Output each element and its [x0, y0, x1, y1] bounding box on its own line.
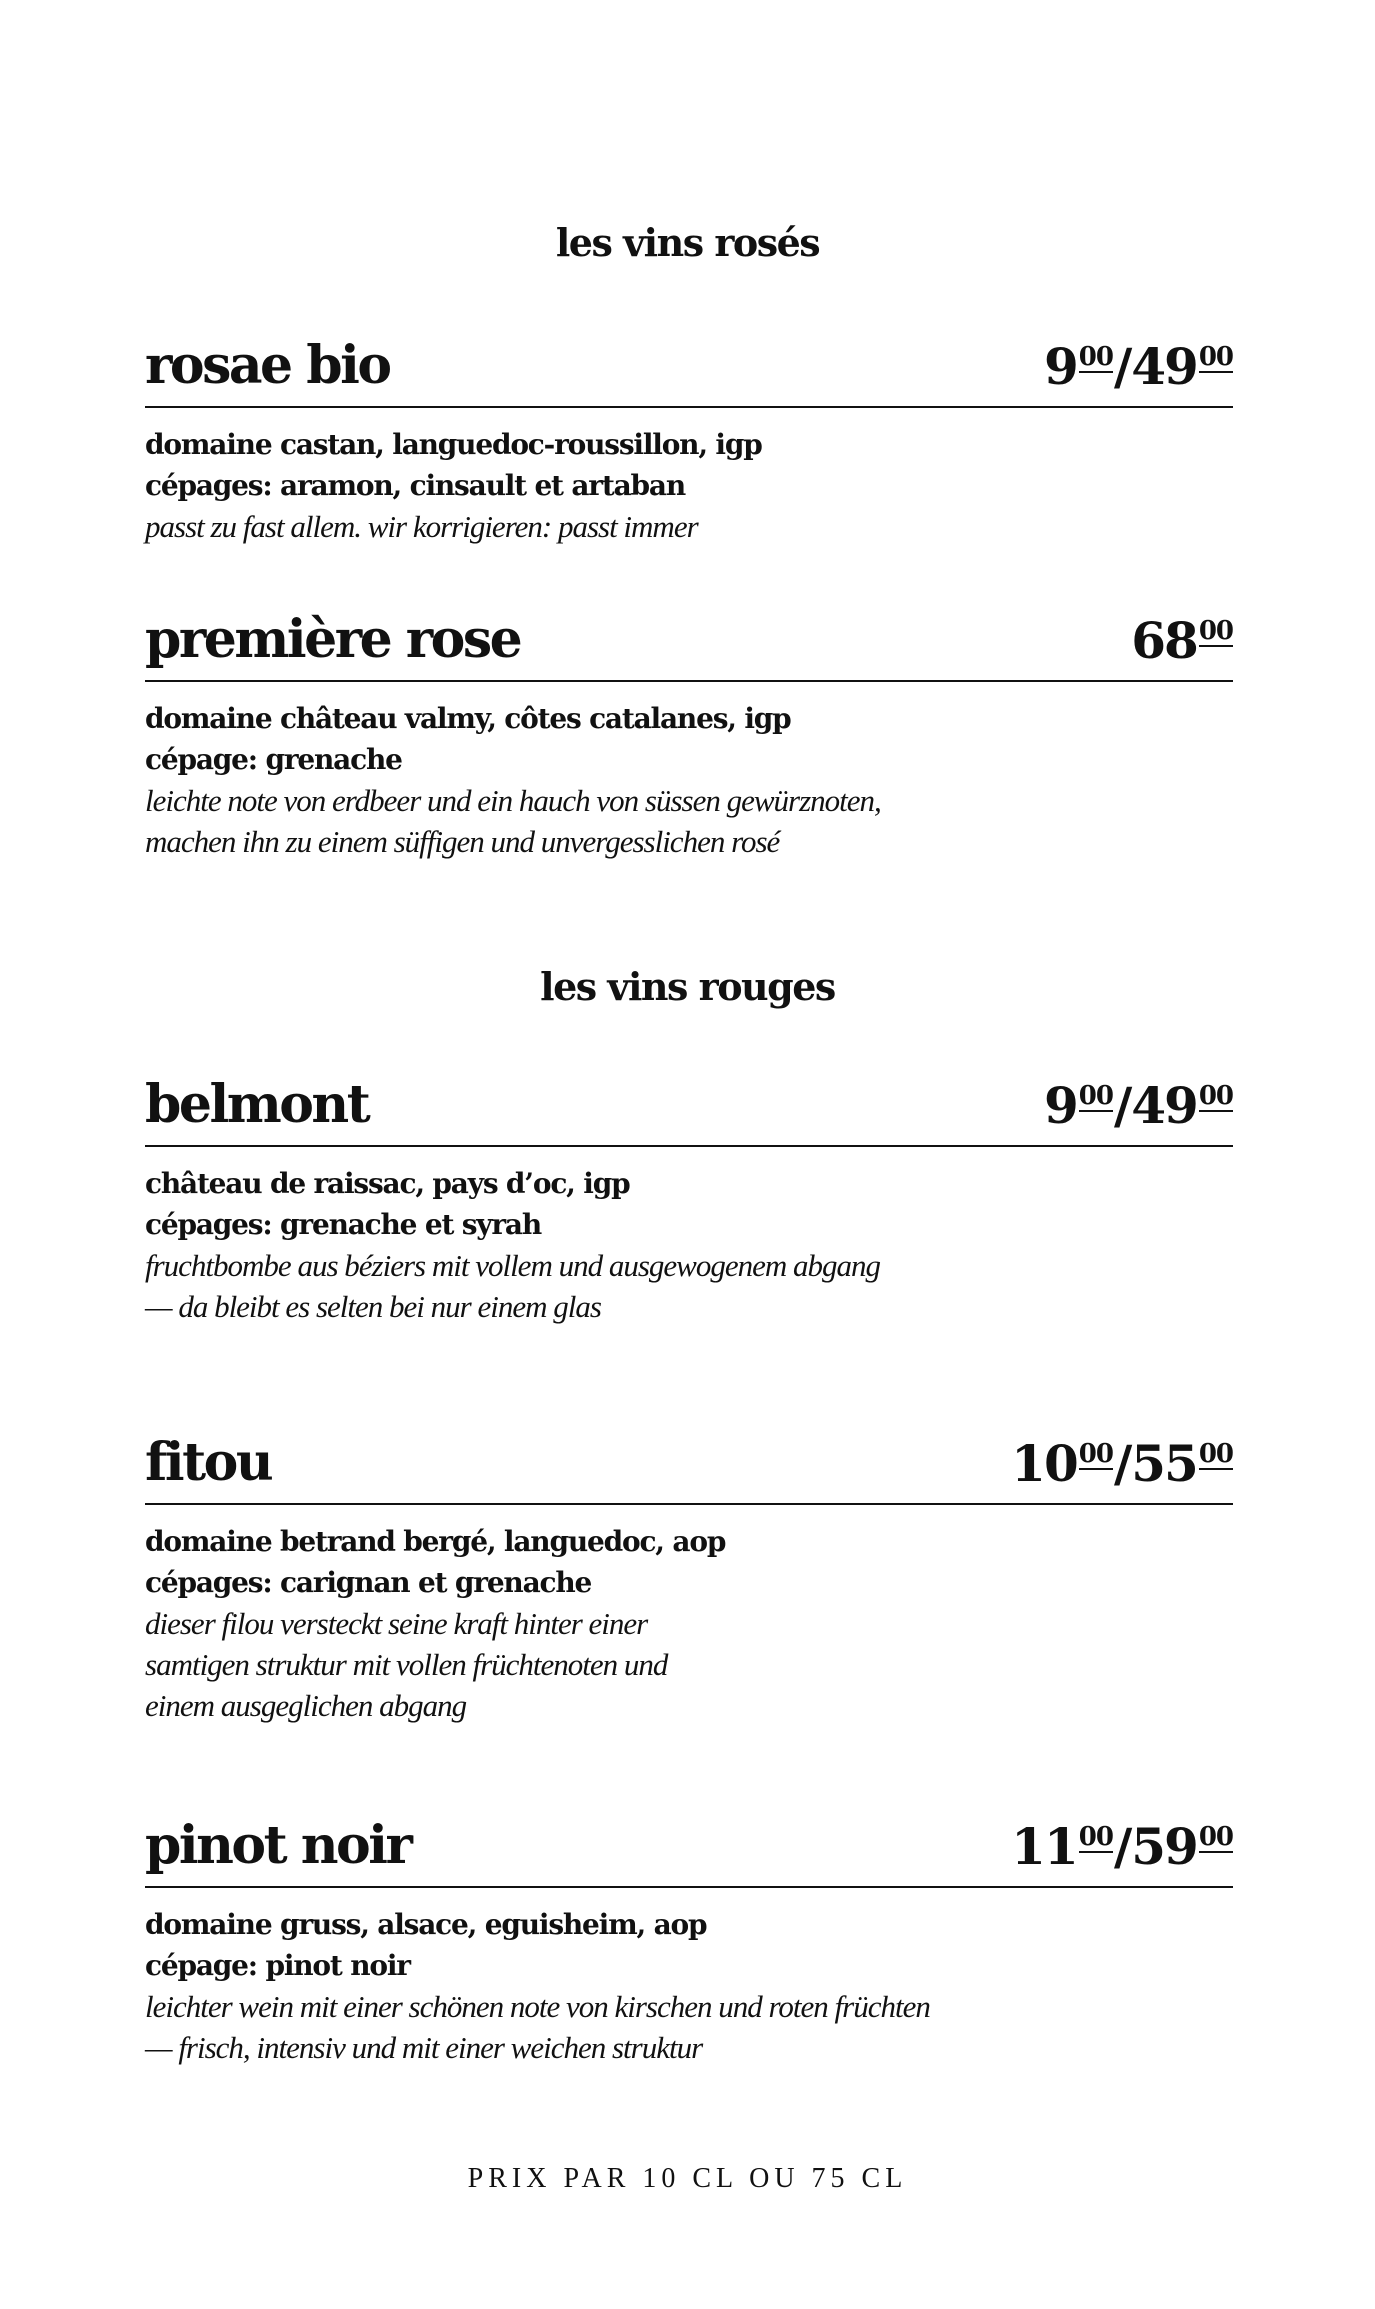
wine-name: rosae bio — [145, 335, 390, 396]
wine-grapes: cépage: pinot noir — [145, 1949, 410, 1982]
wine-price — [1011, 1434, 1233, 1493]
glass-price: 11 — [1011, 1817, 1077, 1876]
wine-grapes: cépages: aramon, cinsault et artaban — [145, 469, 685, 502]
bottle-price: 49 — [1131, 1076, 1197, 1135]
wine-header — [145, 600, 1233, 682]
glass-price-cents: 00 — [1078, 1822, 1113, 1852]
wine-details — [145, 408, 1233, 547]
wine-name: première rose — [145, 609, 521, 670]
wine-header — [145, 1065, 1233, 1147]
wine-header — [145, 1806, 1233, 1888]
wine-price — [1043, 1076, 1233, 1135]
glass-price-cents: 00 — [1078, 1081, 1113, 1111]
wine-price — [1043, 337, 1233, 396]
wine-description-line: dieser filou versteckt seine kraft hinter einer — [145, 1606, 648, 1641]
wine-description-line: samtigen struktur mit vollen früchtenoten und — [145, 1647, 668, 1682]
bottle-price: 68 — [1131, 611, 1197, 670]
glass-price: 9 — [1043, 337, 1077, 396]
bottle-price-cents: 00 — [1198, 616, 1233, 646]
wine-grapes: cépages: carignan et grenache — [145, 1566, 592, 1599]
wine-description-line: passt zu fast allem. wir korrigieren: passt immer — [145, 509, 698, 544]
wine-producer: domaine betrand bergé, languedoc, aop — [145, 1525, 726, 1558]
price-separator: / — [1113, 1434, 1131, 1493]
wine-producer: château de raissac, pays d’oc, igp — [145, 1167, 630, 1200]
bottle-price: 59 — [1131, 1817, 1197, 1876]
wine-item-fitou — [145, 1423, 1233, 1726]
wine-name: fitou — [145, 1432, 272, 1493]
wine-item-belmont — [145, 1065, 1233, 1327]
wine-grapes: cépage: grenache — [145, 743, 402, 776]
glass-price-cents: 00 — [1078, 342, 1113, 372]
wine-producer: domaine castan, languedoc-roussillon, igp — [145, 428, 762, 461]
wine-details — [145, 1888, 1233, 2068]
wine-header — [145, 1423, 1233, 1505]
wine-name: pinot noir — [145, 1815, 411, 1876]
wine-grapes: cépages: grenache et syrah — [145, 1208, 542, 1241]
glass-price: 10 — [1011, 1434, 1077, 1493]
price-note-footer: PRIX PAR 10 CL OU 75 CL — [467, 2163, 908, 2194]
wine-description-line: — frisch, intensiv und mit einer weichen struktur — [145, 2030, 703, 2065]
bottle-price-cents: 00 — [1198, 1822, 1233, 1852]
wine-producer: domaine gruss, alsace, eguisheim, aop — [145, 1908, 707, 1941]
price-separator: / — [1113, 1076, 1131, 1135]
section-title-rouges: les vins rouges — [540, 964, 835, 1009]
wine-description-line: machen ihn zu einem süffigen und unvergesslichen rosé — [145, 824, 780, 859]
price-separator: / — [1113, 1817, 1131, 1876]
bottle-price: 55 — [1131, 1434, 1197, 1493]
wine-description-line: — da bleibt es selten bei nur einem glas — [145, 1289, 601, 1324]
wine-details — [145, 682, 1233, 862]
wine-description-line: leichte note von erdbeer und ein hauch von süssen gewürznoten, — [145, 783, 881, 818]
wine-producer: domaine château valmy, côtes catalanes, igp — [145, 702, 791, 735]
wine-item-rosae-bio — [145, 326, 1233, 547]
bottle-price-cents: 00 — [1198, 342, 1233, 372]
bottle-price: 49 — [1131, 337, 1197, 396]
wine-details — [145, 1147, 1233, 1327]
wine-price — [1011, 1817, 1233, 1876]
bottle-price-cents: 00 — [1198, 1439, 1233, 1469]
wine-description-line: fruchtbombe aus béziers mit vollem und ausgewogenem abgang — [145, 1248, 880, 1283]
wine-price — [1131, 611, 1233, 670]
wine-description-line: einem ausgeglichen abgang — [145, 1688, 467, 1723]
wine-description-line: leichter wein mit einer schönen note von kirschen und roten früchten — [145, 1989, 930, 2024]
wine-name: belmont — [145, 1074, 369, 1135]
wine-header — [145, 326, 1233, 408]
section-title-roses: les vins rosés — [555, 220, 820, 265]
price-separator: / — [1113, 337, 1131, 396]
wine-details — [145, 1505, 1233, 1726]
wine-item-premiere-rose — [145, 600, 1233, 862]
glass-price: 9 — [1043, 1076, 1077, 1135]
glass-price-cents: 00 — [1078, 1439, 1113, 1469]
bottle-price-cents: 00 — [1198, 1081, 1233, 1111]
wine-item-pinot-noir — [145, 1806, 1233, 2068]
